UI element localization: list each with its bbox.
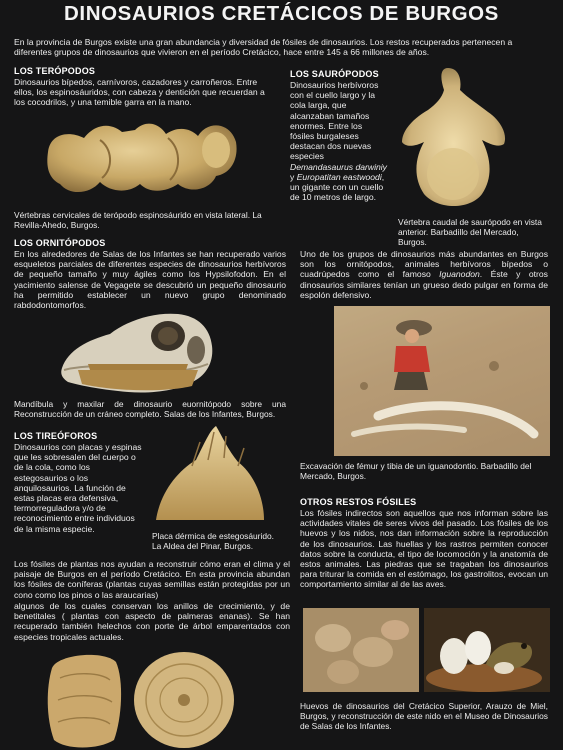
excavation-caption: Excavación de fémur y tibia de un iguanodontio. Barbadillo del Mercado, Burgos. — [300, 461, 532, 481]
sauropodos-heading: LOS SAURÓPODOS — [290, 69, 379, 79]
tireoforos-caption — [152, 531, 292, 551]
plantas-text-2: algunos de los cuales conservan los anillos de crecimiento, y de benetitales ( plantas con aspecto de palmeras enanas). Se han recuperado también helechos con porte de árbol emparentados con especies tropicales actuales. — [14, 601, 290, 642]
sauropodos-conj: y — [290, 171, 297, 182]
ornitopodos-text-2a: Uno de los grupos de dinosaurios más abundantes en Burgos son los ornitópodos, animales herbívoros bípedos o cuadrúpedos como el famoso — [300, 249, 548, 280]
teropodos-caption: Vértebras cervicales de terópodo espinosáurido en vista lateral. La Revilla-Ahedo, Burgos. — [14, 210, 262, 230]
teropodos-heading: LOS TERÓPODOS — [14, 66, 96, 76]
otros-text: Los fósiles indirectos son aquellos que nos informan sobre las actividades vitales de seres vivos del pasado. Los fósiles de los huevos y los nidos, nos dan información sobre la reproducción de los dinosaurios. Las huellas y los rastros permiten conocer datos sobre la conducta, el tipo de locomoción y la anatomía de estos animales. Las piedras que se tragaban los dinosaurios para triturar la comida en el estómago, los gastrolitos, evocan un comportamiento similar al de las aves. — [300, 508, 548, 590]
tireoforos-caption-line2: La Aldea del Pinar, Burgos. — [152, 541, 254, 551]
tireoforos-heading: LOS TIREÓFOROS — [14, 431, 98, 441]
species-demandasaurus: Demandasaurus darwiniy — [290, 161, 387, 172]
ornithopod-skull-image — [58, 306, 216, 398]
ornitopodos-text-2 — [300, 249, 548, 300]
tireoforos-caption-line1: Placa dérmica de estegosáurido. — [152, 531, 274, 541]
sauropod-vertebra-image — [398, 64, 510, 214]
teropodos-text: Dinosaurios bípedos, carnívoros, cazadores y carroñeros. Entre ellos, los espinosáuridos, con cabeza y dentición que recuerdan a los cocodrilos, y una temible garra en la mano. — [14, 77, 265, 108]
otros-heading: OTROS RESTOS FÓSILES — [300, 497, 417, 507]
ornitopodos-text: En los alrededores de Salas de los Infantes se han recuperado varios esqueletos parciales de diferentes especies de dinosaurios herbívoros de pequeño tamaño y muy ágiles como los Hypsilofodon. En el yacimiento salense de Vegagete se descubrió un pequeño dinosaurio ha permitido establecer un nuevo grupo denominado rabdodontomorfos. — [14, 249, 286, 311]
nest-reconstruction-photo — [424, 608, 550, 692]
eggs-fossil-photo — [303, 608, 419, 692]
tireoforos-text: Dinosaurios con placas y espinas que les sobresalen del cuerpo o de la cola, como los estegosaurios o los anquilosaurios. La función de estas placas era defensiva, termorreguladora y/o de reconocimiento entre individuos de la misma especie. — [14, 442, 142, 534]
species-europatitan: Europatitan eastwoodi — [296, 171, 382, 182]
excavation-photo — [334, 306, 550, 456]
sauropodos-text-b: , un gigante con un cuello de 10 metros de largo. — [290, 171, 385, 203]
bennettitales-fossil-image — [130, 644, 238, 750]
plantas-text: Los fósiles de plantas nos ayudan a reconstruir cómo eran el clima y el paisaje de Burgos en el período Cretácico. En esta provincia abundan los fósiles de coníferas (plantas cuyas semillas están protegidas por un cono como los pinos o las araucarias) — [14, 559, 290, 600]
otros-caption: Huevos de dinosaurios del Cretácico Superior, Arauzo de Miel, Burgos, y reconstrucción de este nido en el Museo de Dinosaurios de Salas de los Infantes. — [300, 701, 548, 731]
stegosaur-plate-image — [152, 422, 268, 526]
ornitopodos-text-2b: . Éste y otros dinosaurios similares tenían un grueso dedo pulgar en forma de espolón defensivo. — [300, 269, 548, 300]
intro-paragraph: En la provincia de Burgos existe una gran abundancia y diversidad de fósiles de dinosaurios. Los restos recuperados pertenecen a diferentes grupos de dinosaurios que vivieron en el período Cretácico, hace entre 145 a 66 millones de años. — [14, 37, 513, 58]
theropod-vertebrae-image — [40, 112, 240, 202]
sauropodos-text-a: Dinosaurios herbívoros con el cuello largo y la cola larga, que alcanzaban tamaños enormes. Entre los fósiles burgaleses destacan dos nuevas especies — [290, 80, 379, 162]
conifer-wood-fossil-image — [44, 648, 124, 750]
ornitopodos-skull-caption: Mandíbula y maxilar de dinosaurio euornitópodo sobre una Reconstrucción de un cráneo completo. Salas de los Infantes, Burgos. — [14, 399, 286, 419]
ornitopodos-heading: LOS ORNITÓPODOS — [14, 238, 106, 248]
sauropodos-caption: Vértebra caudal de saurópodo en vista anterior. Barbadillo del Mercado, Burgos. — [398, 217, 542, 247]
page-title: DINOSAURIOS CRETÁCICOS DE BURGOS — [64, 2, 499, 25]
species-iguanodon: Iguanodon — [439, 269, 480, 280]
sauropodos-text — [290, 80, 388, 202]
